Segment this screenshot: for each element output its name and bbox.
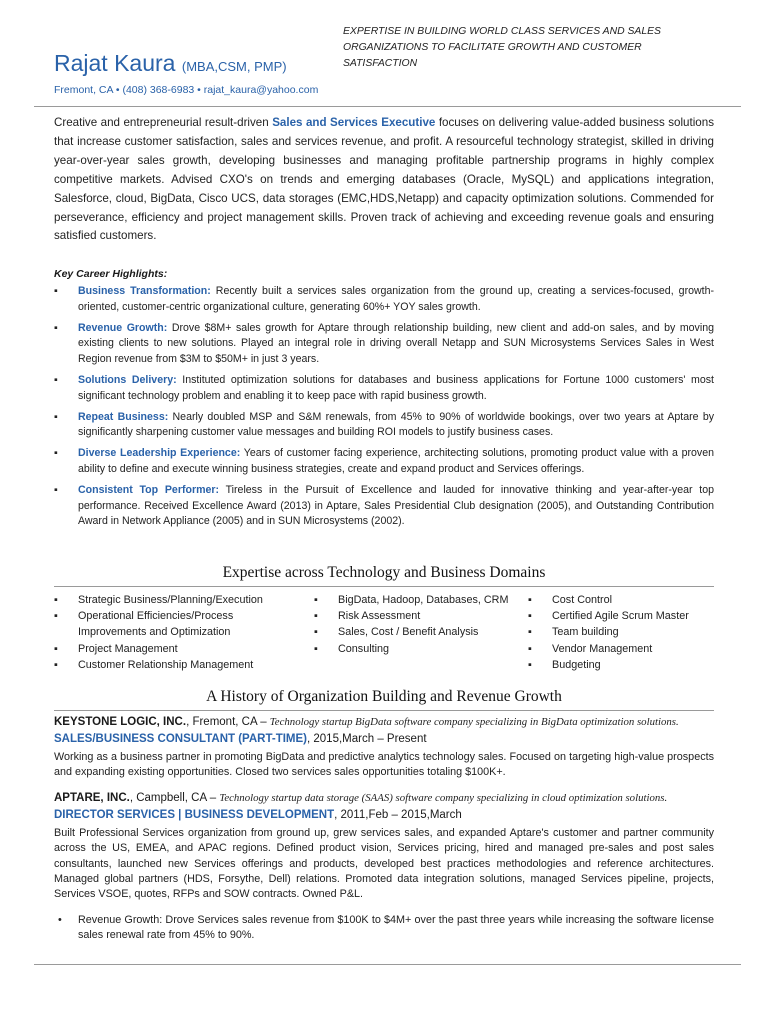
list-item — [54, 373, 714, 405]
job-aptare-bullets — [54, 913, 714, 944]
list-item — [314, 608, 514, 624]
credentials: (MBA,CSM, PMP) — [181, 59, 287, 74]
highlight-text: Nearly doubled MSP and S&M renewals, from 45% to 90% of worldwide bookings, over two years at Aptare by significantly sharpening customer value messages and building ROI models to justify business cases. — [78, 410, 715, 439]
list-item — [54, 608, 294, 640]
job-aptare-description: Built Professional Services organization from ground up, grew services sales, and expanded Aptare's customer and partner community across the US, EMEA, and APAC regions. Defined product vision, Services pricing, hired and managed pre-sales and post sales consultants, launched new Services offerings and products, developed best practices methodologies and reference architectures. Managed global partners (HDS, Forsythe, Dell) relations. Promoted data integration solutions, managed Services pipeline, projects, Services VSOE, quotes, RFPs and SOW contracts. Owned P&L. — [54, 827, 714, 901]
bullet-icon: ▪ — [528, 642, 532, 655]
role-dates: , 2015,March – Present — [307, 733, 427, 745]
bullet-icon: ▪ — [314, 594, 318, 606]
header-divider — [34, 106, 741, 107]
highlight-title: Business Transformation: — [78, 285, 211, 297]
list-item — [314, 624, 514, 640]
bullet-icon: ▪ — [54, 321, 58, 334]
job-keystone-role — [54, 733, 714, 745]
expertise-item: Operational Efficiencies/Process Improvements and Optimization — [78, 610, 234, 639]
highlight-text: Drove $8M+ sales growth for Aptare through relationship building, new client and add-on sales, and by moving existing clients to new solutions. Played an integral role in driving overall Netapp and SUN Microsystems Services Sales in West Region revenue from $3M to $50M+ in just 3 years. — [78, 321, 714, 366]
highlight-text: Tireless in the Pursuit of Excellence and lauded for innovative thinking and year-after-year top performance. Received Excellence Award (2013) in Aptare, Sales Presidential Club designation (2005), and Outstanding Contribution Award in Network Appliance (2005) and in SUN Microsystems (2002). — [78, 483, 714, 528]
role-dates: , 2011,Feb – 2015,March — [334, 809, 462, 821]
summary-post: focuses on delivering value-added business solutions that increase customer satisfaction, sales and services revenue, and profit. A resourceful technology strategist, skilled in driving year-over-year sales growth, developing businesses and managing profitable partnership programs in highly complex competitive markets. Advised CXO's on trends and emerging databases (Oracle, MySQL) and applications integration, Salesforce, cloud, BigData, Cisco UCS, data storages (EMC,HDS,Netapp) and capacity optimization solutions. Commended for perseverance, efficiency and project management skills. Proven track of achieving and exceeding revenue goals and ensuring satisfied customers. — [54, 116, 714, 243]
expertise-item: Consulting — [338, 642, 390, 655]
list-item — [54, 446, 714, 478]
highlight-title: Revenue Growth: — [78, 321, 168, 334]
highlight-title: Repeat Business: — [78, 410, 169, 423]
expertise-col-2 — [314, 592, 514, 657]
highlight-title: Diverse Leadership Experience: — [78, 447, 241, 460]
company-description: Technology startup data storage (SAAS) software company specializing in cloud optimization solutions. — [219, 792, 668, 804]
header-tagline: EXPERTISE IN BUILDING WORLD CLASS SERVICES AND SALES ORGANIZATIONS TO FACILITATE GROWTH AND CUSTOMER SATISFACTION — [343, 26, 661, 69]
contact-info: Fremont, CA • (408) 368-6983 • rajat_kaura@yahoo.com — [54, 84, 319, 96]
list-item — [314, 592, 514, 608]
list-item — [528, 624, 728, 640]
bullet-icon: ▪ — [54, 285, 58, 297]
list-item — [54, 410, 714, 442]
summary-paragraph — [54, 114, 714, 246]
list-item — [54, 592, 294, 608]
list-item — [54, 483, 714, 530]
highlights-heading: Key Career Highlights: — [54, 268, 168, 280]
list-item — [528, 592, 728, 608]
company-name: KEYSTONE LOGIC, INC. — [54, 716, 187, 728]
list-item — [54, 321, 714, 368]
expertise-item: Risk Assessment — [338, 610, 421, 623]
bullet-icon: ▪ — [54, 610, 58, 623]
bullet-icon: ▪ — [528, 594, 532, 606]
expertise-divider — [54, 586, 714, 587]
bullet-icon: ▪ — [54, 658, 58, 671]
expertise-item: Team building — [552, 626, 619, 639]
role-title: DIRECTOR SERVICES | BUSINESS DEVELOPMENT — [54, 809, 335, 821]
list-item — [54, 657, 294, 673]
highlights-list — [54, 284, 714, 535]
history-divider — [54, 710, 714, 711]
list-item — [528, 608, 728, 624]
expertise-heading: Expertise across Technology and Business Domains — [222, 564, 546, 581]
bullet-icon: ▪ — [54, 483, 58, 496]
job-aptare-role — [54, 809, 714, 821]
highlight-text: Years of customer facing experience, architecting solutions, promoting product value with a proven ability to define and execute winning business strategies, create and expand product and Services offerings. — [78, 447, 715, 475]
expertise-item: Project Management — [78, 642, 178, 655]
bullet-icon: ▪ — [528, 658, 532, 671]
highlight-title: Consistent Top Performer: — [78, 483, 220, 496]
company-location: , Fremont, CA – — [186, 716, 270, 728]
expertise-col-1 — [54, 592, 294, 673]
expertise-item: Sales, Cost / Benefit Analysis — [338, 626, 479, 639]
list-item — [54, 913, 714, 944]
bullet-icon: ▪ — [54, 594, 58, 606]
bullet-text: Revenue Growth: Drove Services sales revenue from $100K to $4M+ over the past three years while increasing the software license sales renewal rate from 45% to 90%. — [78, 914, 714, 942]
bullet-icon: ▪ — [528, 626, 532, 639]
job-aptare-header — [54, 792, 714, 804]
history-heading: A History of Organization Building and Revenue Growth — [206, 688, 562, 705]
list-item — [54, 284, 714, 316]
highlight-title: Solutions Delivery: — [78, 373, 177, 386]
name-text: Rajat Kaura — [54, 50, 176, 76]
highlight-text: Instituted optimization solutions for databases and business applications for Fortune 1000 customers' most significant technology problem and enabling it to keep pace with rapid business growth. — [78, 373, 714, 402]
expertise-item: Customer Relationship Management — [78, 658, 254, 671]
expertise-item: Budgeting — [552, 658, 601, 671]
bullet-icon: ▪ — [54, 447, 58, 460]
expertise-item: Cost Control — [552, 594, 613, 606]
company-name: APTARE, INC. — [54, 792, 130, 804]
expertise-item: Certified Agile Scrum Master — [552, 610, 689, 623]
bullet-icon: ▪ — [54, 642, 58, 655]
expertise-col-3 — [528, 592, 728, 673]
job-keystone-header — [54, 716, 714, 728]
expertise-item: BigData, Hadoop, Databases, CRM — [338, 594, 509, 606]
company-description: Technology startup BigData software company specializing in BigData optimization solutions. — [269, 716, 679, 728]
highlight-text: Recently built a services sales organization from the ground up, creating a services-focused, growth-oriented, customer-centric organizational culture, generating 60%+ YOY sales growth. — [78, 285, 714, 313]
bullet-icon: ▪ — [314, 642, 318, 655]
candidate-name — [54, 50, 287, 77]
bullet-icon: ▪ — [314, 610, 318, 623]
list-item — [54, 641, 294, 657]
expertise-item: Vendor Management — [552, 642, 653, 655]
list-item — [528, 657, 728, 673]
bullet-icon: ▪ — [528, 610, 532, 623]
company-location: , Campbell, CA – — [129, 792, 220, 804]
list-item — [314, 641, 514, 657]
list-item — [528, 641, 728, 657]
footer-divider — [34, 964, 741, 965]
job-keystone-description: Working as a business partner in promoting BigData and predictive analytics technology sales. Focused on targeting high-value prospects and expanding existing opportunities. Closed two services sales opportunities totaling $100K+. — [54, 751, 714, 779]
expertise-item: Strategic Business/Planning/Execution — [78, 594, 263, 606]
bullet-icon: ▪ — [54, 373, 58, 386]
summary-pre: Creative and entrepreneurial result-driven — [54, 116, 273, 129]
summary-highlight: Sales and Services Executive — [272, 116, 436, 129]
bullet-icon: ▪ — [314, 626, 318, 639]
bullet-icon: ▪ — [54, 410, 58, 423]
bullet-icon: • — [58, 914, 62, 926]
role-title: SALES/BUSINESS CONSULTANT (PART-TIME) — [54, 733, 307, 745]
